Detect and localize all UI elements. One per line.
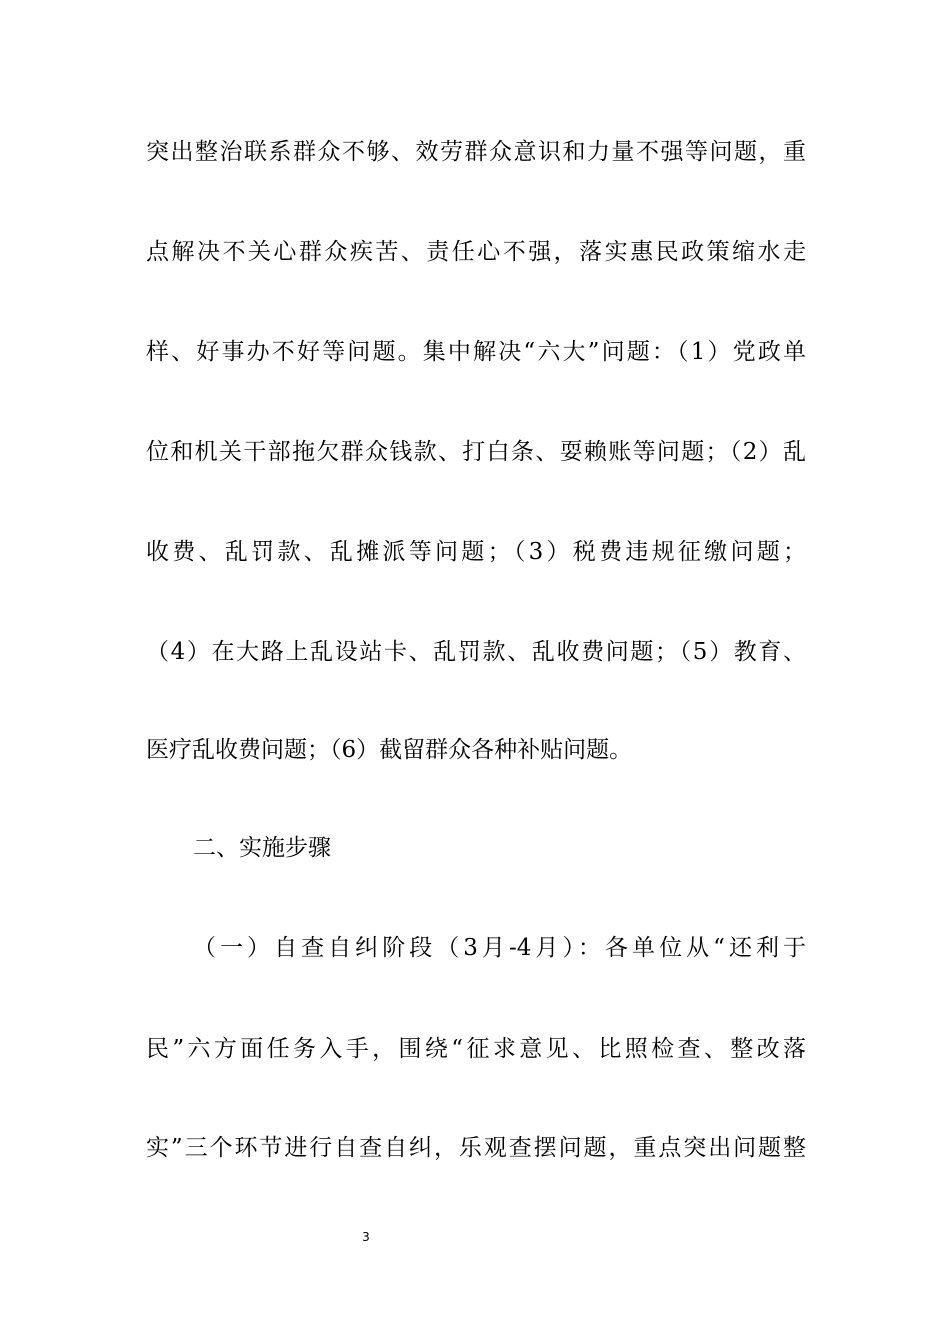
paragraph-line-2: 点解决不关心群众疾苦、责任心不强，落实惠民政策缩水走	[146, 239, 806, 265]
paragraph-line-6: （4）在大路上乱设站卡、乱罚款、乱收费问题；（5）教育、	[146, 639, 806, 665]
paragraph-line-1: 突出整治联系群众不够、效劳群众意识和力量不强等问题，重	[146, 139, 806, 165]
paragraph-line-3: 样、好事办不好等问题。集中解决“六大”问题：（1）党政单	[146, 339, 806, 365]
page-number: 3	[362, 1230, 370, 1244]
subsection-line-2: 民”六方面任务入手，围绕“征求意见、比照检查、整改落	[146, 1036, 806, 1062]
subsection-line-1: （一）自查自纠阶段（3月-4月）：各单位从“还利于	[193, 935, 806, 961]
subsection-line-3: 实”三个环节进行自查自纠，乐观查摆问题，重点突出问题整	[146, 1135, 806, 1161]
paragraph-line-7: 医疗乱收费问题；（6）截留群众各种补贴问题。	[146, 737, 633, 763]
paragraph-line-4: 位和机关干部拖欠群众钱款、打白条、耍赖账等问题；（2）乱	[146, 439, 806, 465]
section-heading: 二、实施步骤	[193, 835, 331, 861]
paragraph-line-5: 收费、乱罚款、乱摊派等问题；（3）税费违规征缴问题；	[146, 539, 806, 565]
